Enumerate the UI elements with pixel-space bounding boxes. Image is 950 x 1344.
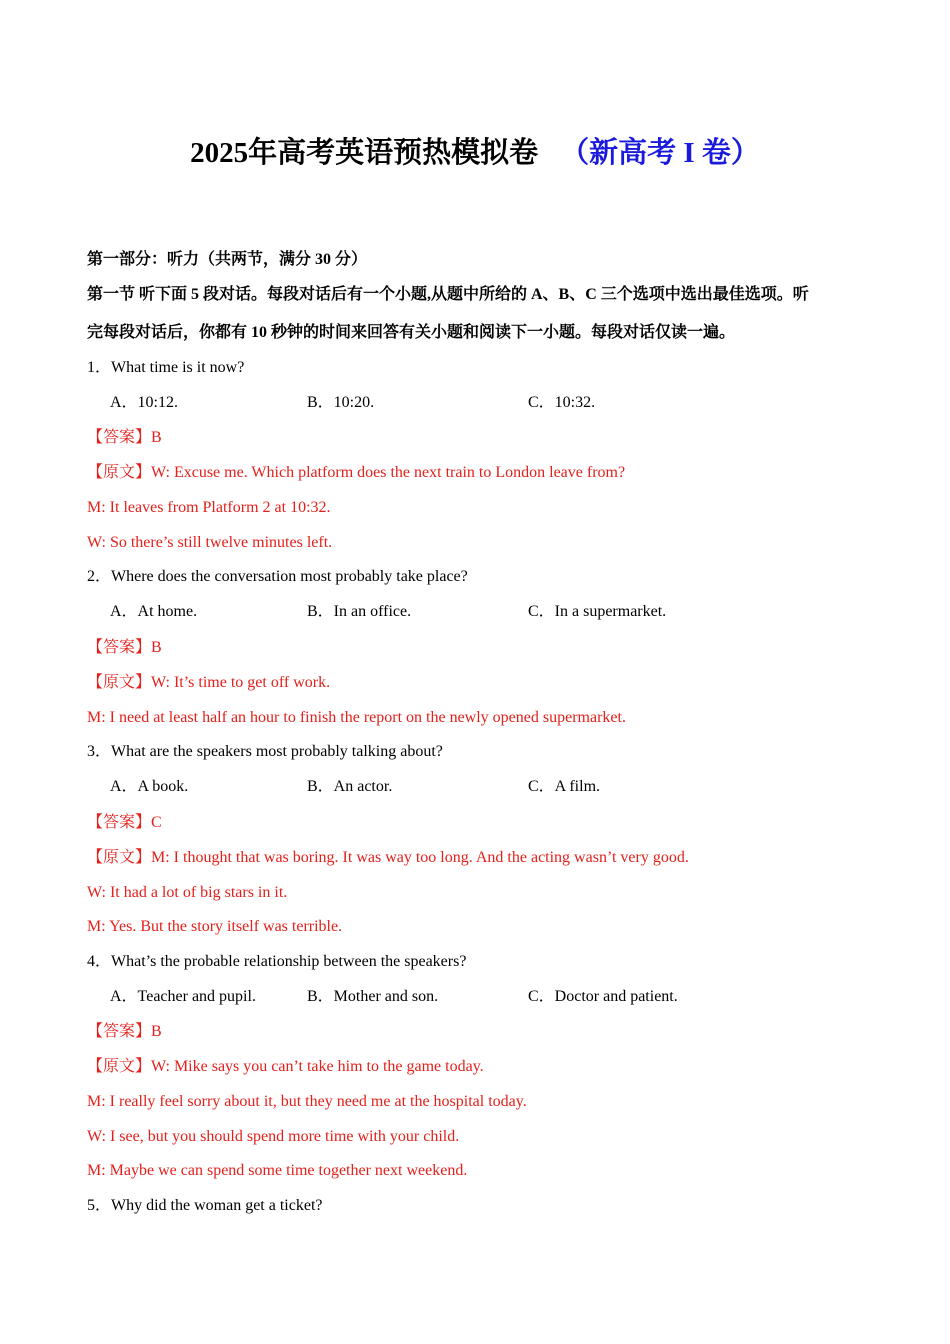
q4-option-b: B．Mother and son. xyxy=(307,988,439,1005)
q1-answer: 【答案】B xyxy=(87,429,162,446)
q1-option-a: A．10:12. xyxy=(110,394,179,411)
q2-script-line: 【原文】W: It’s time to get off work. xyxy=(87,674,331,691)
q4-script-line: W: I see, but you should spend more time with your child. xyxy=(87,1128,460,1145)
question-1: 1．What time is it now? xyxy=(87,359,245,376)
question-2: 2．Where does the conversation most probably take place? xyxy=(87,568,468,585)
q1-script-line: W: So there’s still twelve minutes left. xyxy=(87,534,333,551)
q3-option-b: B．An actor. xyxy=(307,778,393,795)
section-instruction-line-1: 第一节 听下面 5 段对话。每段对话后有一个小题,从题中所给的 A、B、C 三个选项中选出最佳选项。听 xyxy=(87,286,809,303)
q1-script-line: M: It leaves from Platform 2 at 10:32. xyxy=(87,499,331,516)
section-instruction-line-2: 完每段对话后，你都有 10 秒钟的时间来回答有关小题和阅读下一小题。每段对话仅读一遍。 xyxy=(87,324,736,341)
q3-script-line: 【原文】M: I thought that was boring. It was way too long. And the acting wasn’t very good. xyxy=(87,849,689,866)
question-4: 4．What’s the probable relationship between the speakers? xyxy=(87,953,467,970)
q1-script-line: 【原文】W: Excuse me. Which platform does the next train to London leave from? xyxy=(87,464,626,481)
q4-option-c: C．Doctor and patient. xyxy=(528,988,678,1005)
q3-option-a: A．A book. xyxy=(110,778,189,795)
title-subtitle: （新高考 I 卷） xyxy=(560,137,760,169)
question-5: 5．Why did the woman get a ticket? xyxy=(87,1197,323,1214)
q4-answer: 【答案】B xyxy=(87,1023,162,1040)
q2-option-b: B．In an office. xyxy=(307,603,412,620)
q2-option-c: C．In a supermarket. xyxy=(528,603,667,620)
q3-option-c: C．A film. xyxy=(528,778,601,795)
q3-script-line: M: Yes. But the story itself was terrible. xyxy=(87,918,343,935)
question-3: 3．What are the speakers most probably talking about? xyxy=(87,743,443,760)
q4-script-line: M: I really feel sorry about it, but they need me at the hospital today. xyxy=(87,1093,527,1110)
title-main: 2025年高考英语预热模拟卷 xyxy=(190,137,539,169)
page-title xyxy=(0,130,950,171)
q4-option-a: A．Teacher and pupil. xyxy=(110,988,256,1005)
q1-option-c: C．10:32. xyxy=(528,394,596,411)
q3-script-line: W: It had a lot of big stars in it. xyxy=(87,884,288,901)
q1-option-b: B．10:20. xyxy=(307,394,375,411)
q2-script-line: M: I need at least half an hour to finish the report on the newly opened supermarket. xyxy=(87,709,626,726)
q4-script-line: M: Maybe we can spend some time together next weekend. xyxy=(87,1162,468,1179)
q2-option-a: A．At home. xyxy=(110,603,198,620)
q3-answer: 【答案】C xyxy=(87,814,162,831)
q2-answer: 【答案】B xyxy=(87,639,162,656)
section-heading: 第一部分：听力（共两节，满分 30 分） xyxy=(87,251,368,268)
q4-script-line: 【原文】W: Mike says you can’t take him to the game today. xyxy=(87,1058,484,1075)
